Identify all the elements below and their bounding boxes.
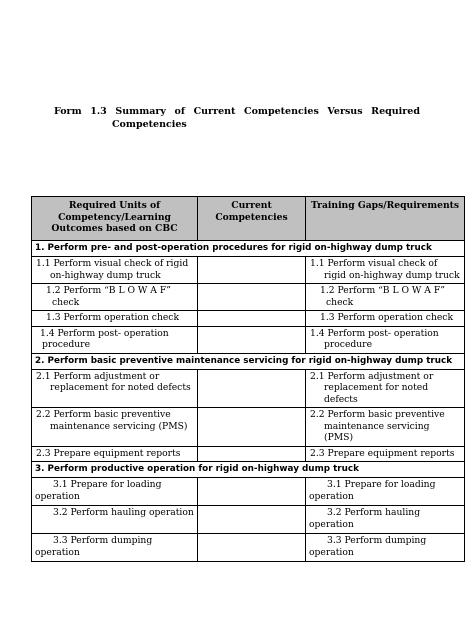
current-cell: [198, 534, 306, 562]
cell-text: 3.2 Perform hauling operation: [53, 507, 194, 518]
form-title-line2: Competencies: [112, 119, 187, 130]
current-cell: [198, 257, 306, 284]
title-word: Competencies: [244, 106, 319, 117]
section-row: [32, 353, 465, 369]
gap-cell: [306, 311, 465, 327]
cell-text: 2.3 Prepare equipment reports: [310, 447, 455, 459]
section-row: [32, 241, 465, 257]
gap-cell: [306, 284, 465, 311]
cell-text: operation: [35, 490, 80, 502]
current-cell: [198, 408, 306, 447]
gap-cell: [306, 446, 465, 462]
table-row: [32, 369, 465, 408]
cell-text: 2.2 Perform basic preventive: [36, 409, 171, 420]
title-word: Required: [371, 106, 420, 117]
cell-text: 1.3 Perform operation check: [46, 312, 180, 323]
cell-text: operation: [35, 546, 80, 558]
cell-text: operation: [309, 518, 354, 530]
table-row: [32, 408, 465, 447]
current-cell: [198, 478, 306, 506]
title-word: Summary: [115, 106, 166, 117]
table-row: [32, 534, 465, 562]
cell-text: 3.1 Prepare for loading: [53, 479, 162, 490]
cell-text: 1.2 Perform “B L O W A F”: [46, 285, 171, 296]
title-word: 1.3: [90, 106, 107, 117]
cell-text: operation: [309, 546, 354, 558]
table-row: [32, 446, 465, 462]
cell-text: 2.1 Perform adjustment or: [36, 370, 160, 382]
cell-text: 1.4 Perform post- operation: [40, 327, 169, 339]
table-row: [32, 311, 465, 327]
required-cell: [32, 257, 198, 284]
cell-text: 2.3 Prepare equipment reports: [36, 447, 181, 459]
required-cell: [32, 284, 198, 311]
table-row: [32, 284, 465, 311]
gap-cell: [306, 478, 465, 506]
cell-text: maintenance servicing (PMS): [324, 420, 430, 443]
cell-text: replacement for noted defects: [324, 382, 429, 405]
current-cell: [198, 284, 306, 311]
cell-text: 2.1 Perform adjustment or: [310, 370, 434, 382]
header-required-units: Required Units of Competency/Learning Outcomes based on CBC: [32, 197, 198, 241]
cell-text: on-highway dump truck: [50, 269, 161, 281]
cell-text: 1.3 Perform operation check: [320, 312, 454, 323]
required-cell: [32, 311, 198, 327]
current-cell: [198, 446, 306, 462]
section-title: 3. Perform productive operation for rigid on-highway dump truck: [32, 462, 465, 478]
current-cell: [198, 506, 306, 534]
table-row: [32, 326, 465, 353]
cell-text: 3.3 Perform dumping: [53, 535, 153, 546]
cell-text: procedure: [324, 339, 373, 350]
section-title: 2. Perform basic preventive maintenance servicing for rigid on-highway dump truck: [32, 353, 465, 369]
header-training-gaps: Training Gaps/Requirements: [306, 197, 465, 241]
gap-cell: [306, 326, 465, 353]
gap-cell: [306, 506, 465, 534]
form-title: [54, 105, 420, 131]
title-word: Current: [193, 106, 236, 117]
gap-cell: [306, 257, 465, 284]
section-row: [32, 462, 465, 478]
title-word: Versus: [327, 106, 363, 117]
cell-text: replacement for noted defects: [50, 382, 191, 393]
cell-text: 2.2 Perform basic preventive: [310, 409, 445, 420]
form-title-line1: [54, 105, 420, 118]
cell-text: 1.2 Perform “B L O W A F”: [320, 285, 445, 296]
required-cell: [32, 534, 198, 562]
required-cell: [32, 326, 198, 353]
header-current-competencies: Current Competencies: [198, 197, 306, 241]
table-row: [32, 478, 465, 506]
table-row: [32, 506, 465, 534]
current-cell: [198, 369, 306, 408]
cell-text: 1.4 Perform post- operation: [310, 327, 439, 339]
required-cell: [32, 369, 198, 408]
title-word: Form: [54, 106, 82, 117]
section-title: 1. Perform pre- and post-operation procedures for rigid on-highway dump truck: [32, 241, 465, 257]
required-cell: [32, 446, 198, 462]
cell-text: 3.3 Perform dumping: [327, 535, 427, 546]
required-cell: [32, 506, 198, 534]
cell-text: check: [52, 296, 80, 308]
cell-text: check: [326, 296, 354, 308]
gap-cell: [306, 369, 465, 408]
cell-text: 1.1 Perform visual check of rigid: [36, 258, 189, 269]
gap-cell: [306, 408, 465, 447]
cell-text: operation: [309, 490, 354, 502]
cell-text: procedure: [42, 339, 91, 350]
cell-text: 1.1 Perform visual check of: [310, 258, 438, 269]
competency-table: [31, 196, 465, 562]
table-header-row: [32, 197, 465, 241]
current-cell: [198, 326, 306, 353]
cell-text: rigid on-highway dump truck: [324, 269, 460, 281]
required-cell: [32, 478, 198, 506]
gap-cell: [306, 534, 465, 562]
current-cell: [198, 311, 306, 327]
table-row: [32, 257, 465, 284]
title-word: of: [174, 106, 185, 117]
cell-text: 3.2 Perform hauling: [327, 507, 421, 518]
required-cell: [32, 408, 198, 447]
cell-text: maintenance servicing (PMS): [50, 420, 188, 432]
cell-text: 3.1 Prepare for loading: [327, 479, 436, 490]
